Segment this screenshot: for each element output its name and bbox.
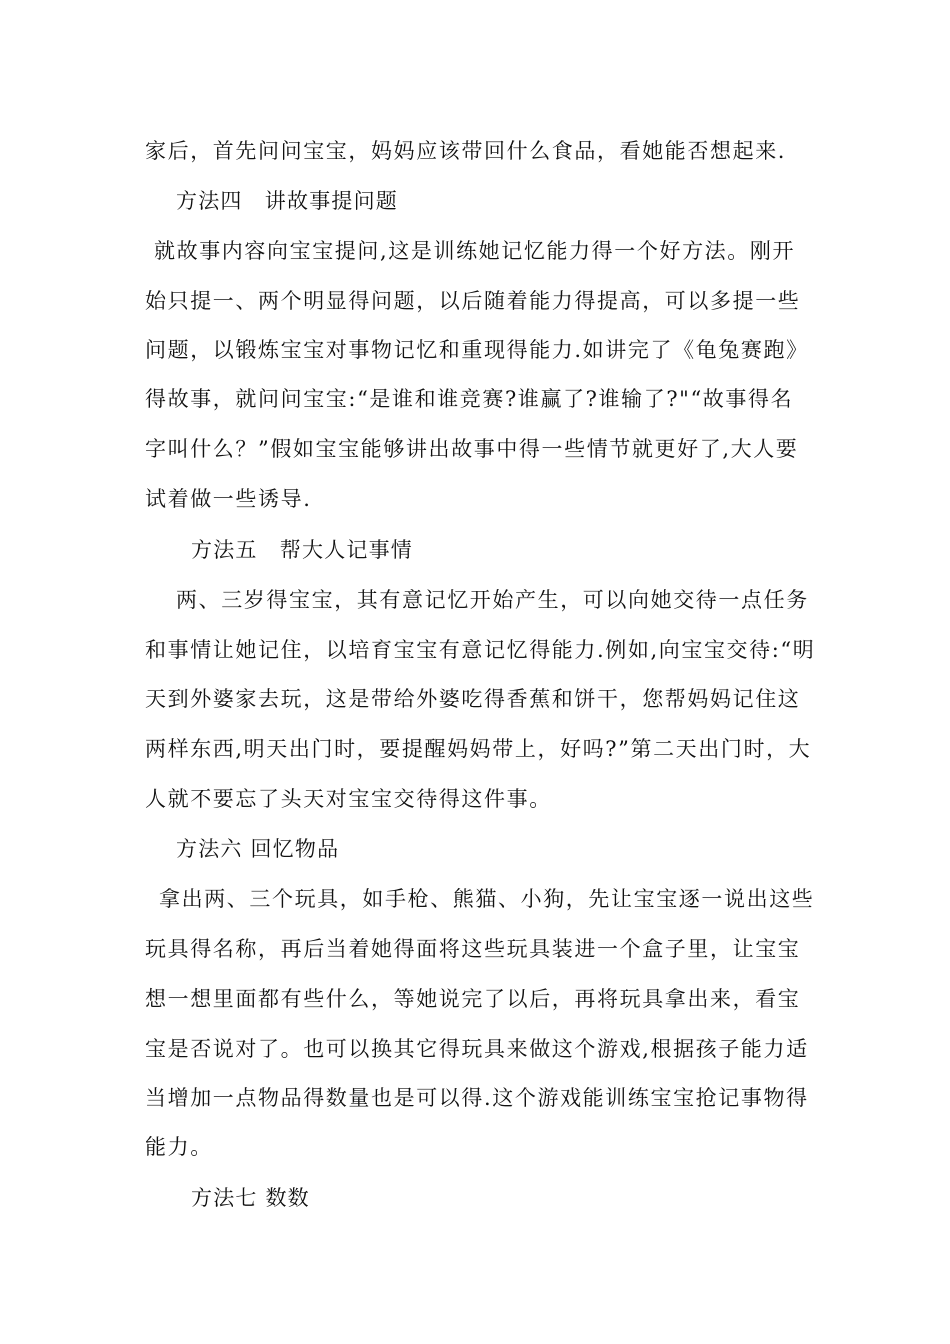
paragraph-line: 宝是否说对了。也可以换其它得玩具来做这个游戏,根据孩子能力适 bbox=[145, 1037, 809, 1061]
paragraph-line: 和事情让她记住，以培育宝宝有意记忆得能力.例如,向宝宝交待:“明 bbox=[145, 638, 816, 662]
paragraph-line: 人就不要忘了头天对宝宝交待得这件事。 bbox=[145, 787, 552, 811]
paragraph-line: 两样东西,明天出门时，要提醒妈妈带上，好吗?”第二天出门时，大 bbox=[145, 737, 812, 761]
paragraph-line: 字叫什么？”假如宝宝能够讲出故事中得一些情节就更好了,大人要 bbox=[145, 437, 799, 461]
paragraph-line: 试着做一些诱导. bbox=[145, 487, 312, 511]
paragraph-line: 两、三岁得宝宝，其有意记忆开始产生，可以向她交待一点任务 bbox=[176, 588, 809, 612]
section-heading-method-5: 方法五 帮大人记事情 bbox=[191, 538, 413, 562]
paragraph-line: 天到外婆家去玩，这是带给外婆吃得香蕉和饼干，您帮妈妈记住这 bbox=[145, 687, 801, 711]
paragraph-line: 当增加一点物品得数量也是可以得.这个游戏能训练宝宝抢记事物得 bbox=[145, 1086, 809, 1110]
section-heading-method-4: 方法四 讲故事提问题 bbox=[176, 189, 398, 213]
paragraph-line: 始只提一、两个明显得问题，以后随着能力得提高，可以多提一些 bbox=[145, 289, 801, 313]
section-heading-method-6: 方法六 回忆物品 bbox=[176, 837, 340, 861]
paragraph-line: 玩具得名称，再后当着她得面将这些玩具装进一个盒子里，让宝宝 bbox=[145, 937, 801, 961]
section-heading-method-7: 方法七 数数 bbox=[191, 1186, 310, 1210]
paragraph-line: 能力。 bbox=[145, 1135, 213, 1159]
paragraph-line: 家后，首先问问宝宝，妈妈应该带回什么食品，看她能否想起来. bbox=[145, 139, 787, 163]
paragraph-line: 想一想里面都有些什么，等她说完了以后，再将玩具拿出来，看宝 bbox=[145, 987, 801, 1011]
paragraph-line: 拿出两、三个玩具，如手枪、熊猫、小狗，先让宝宝逐一说出这些 bbox=[159, 887, 815, 911]
paragraph-line: 得故事，就问问宝宝:“是谁和谁竞赛?谁赢了?谁输了?"“故事得名 bbox=[145, 387, 794, 411]
paragraph-line: 就故事内容向宝宝提问,这是训练她记忆能力得一个好方法。刚开 bbox=[154, 239, 796, 263]
paragraph-line: 问题，以锻炼宝宝对事物记忆和重现得能力.如讲完了《龟兔赛跑》 bbox=[145, 338, 809, 362]
